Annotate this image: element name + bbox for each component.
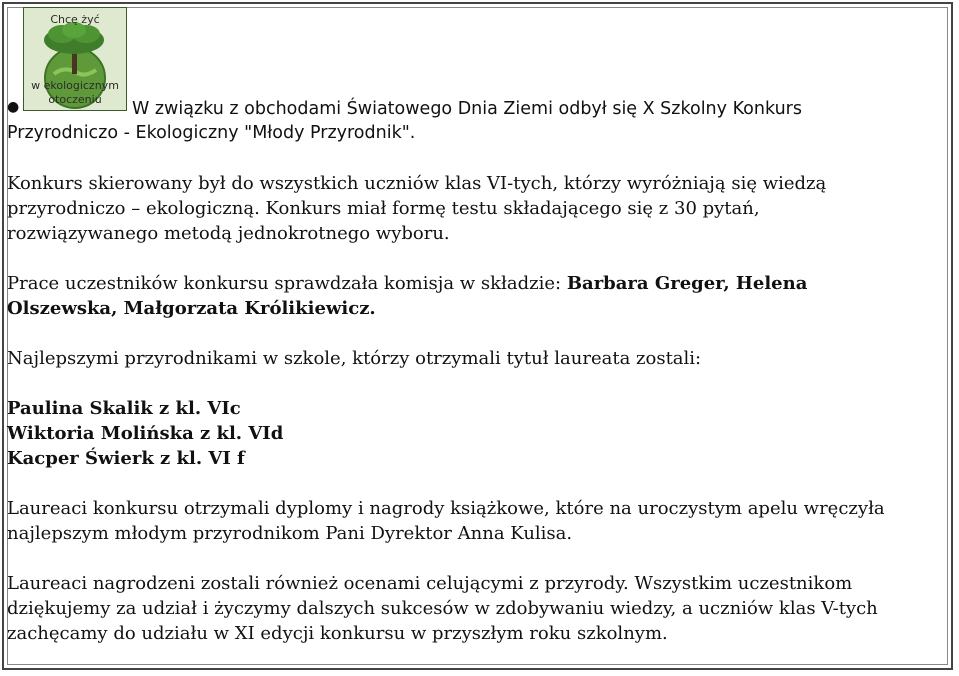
para1-line-3: rozwiązywanego metodą jednokrotnego wyboru. xyxy=(7,223,450,244)
para4-line-2: najlepszym młodym przyrodnikom Pani Dyrektor Anna Kulisa. xyxy=(7,523,573,544)
para1-line-2: przyrodniczo – ekologiczną. Konkurs miał formę testu składającego się z 30 pytań, xyxy=(7,198,760,219)
para5-line-3: zachęcamy do udziału w XI edycji konkursu w przyszłym roku szkolnym. xyxy=(7,623,668,644)
bullet-icon: ● xyxy=(7,99,20,115)
para1-line-1: Konkurs skierowany był do wszystkich uczniów klas VI-tych, którzy wyróżniają się wiedzą xyxy=(7,173,827,194)
para5-line-2: dziękujemy za udział i życzymy dalszych sukcesów w zdobywaniu wiedzy, a uczniów klas V-tych xyxy=(7,598,878,619)
para5-line-1: Laureaci nagrodzeni zostali również ocenami celującymi z przyrody. Wszystkim uczestnikom xyxy=(7,573,853,594)
eco-logo-image xyxy=(23,7,127,111)
intro-line-2: Przyrodniczo - Ekologiczny "Młody Przyrodnik". xyxy=(7,123,416,143)
logo-caption-top: Chcę żyć xyxy=(50,13,100,26)
committee-names-2: Olszewska, Małgorzata Królikiewicz. xyxy=(7,298,376,319)
winner-2: Wiktoria Molińska z kl. VId xyxy=(7,423,284,444)
para2-line-1 xyxy=(7,271,807,296)
para4-line-1: Laureaci konkursu otrzymali dyplomy i nagrody książkowe, które na uroczystym apelu wręczyła xyxy=(7,498,885,519)
para3-line-1: Najlepszymi przyrodnikami w szkole, którzy otrzymali tytuł laureata zostali: xyxy=(7,348,702,369)
committee-names-1: Barbara Greger, Helena xyxy=(566,273,808,294)
logo-caption-bottom-1: w ekologicznym xyxy=(31,79,119,92)
winner-1: Paulina Skalik z kl. VIc xyxy=(7,398,241,419)
winner-3: Kacper Świerk z kl. VI f xyxy=(7,448,245,469)
logo-caption-bottom-2: otoczeniu xyxy=(48,93,102,106)
para2-text: Prace uczestników konkursu sprawdzała komisja w składzie: xyxy=(7,273,567,294)
intro-line-1: W związku z obchodami Światowego Dnia Ziemi odbył się X Szkolny Konkurs xyxy=(132,99,802,119)
